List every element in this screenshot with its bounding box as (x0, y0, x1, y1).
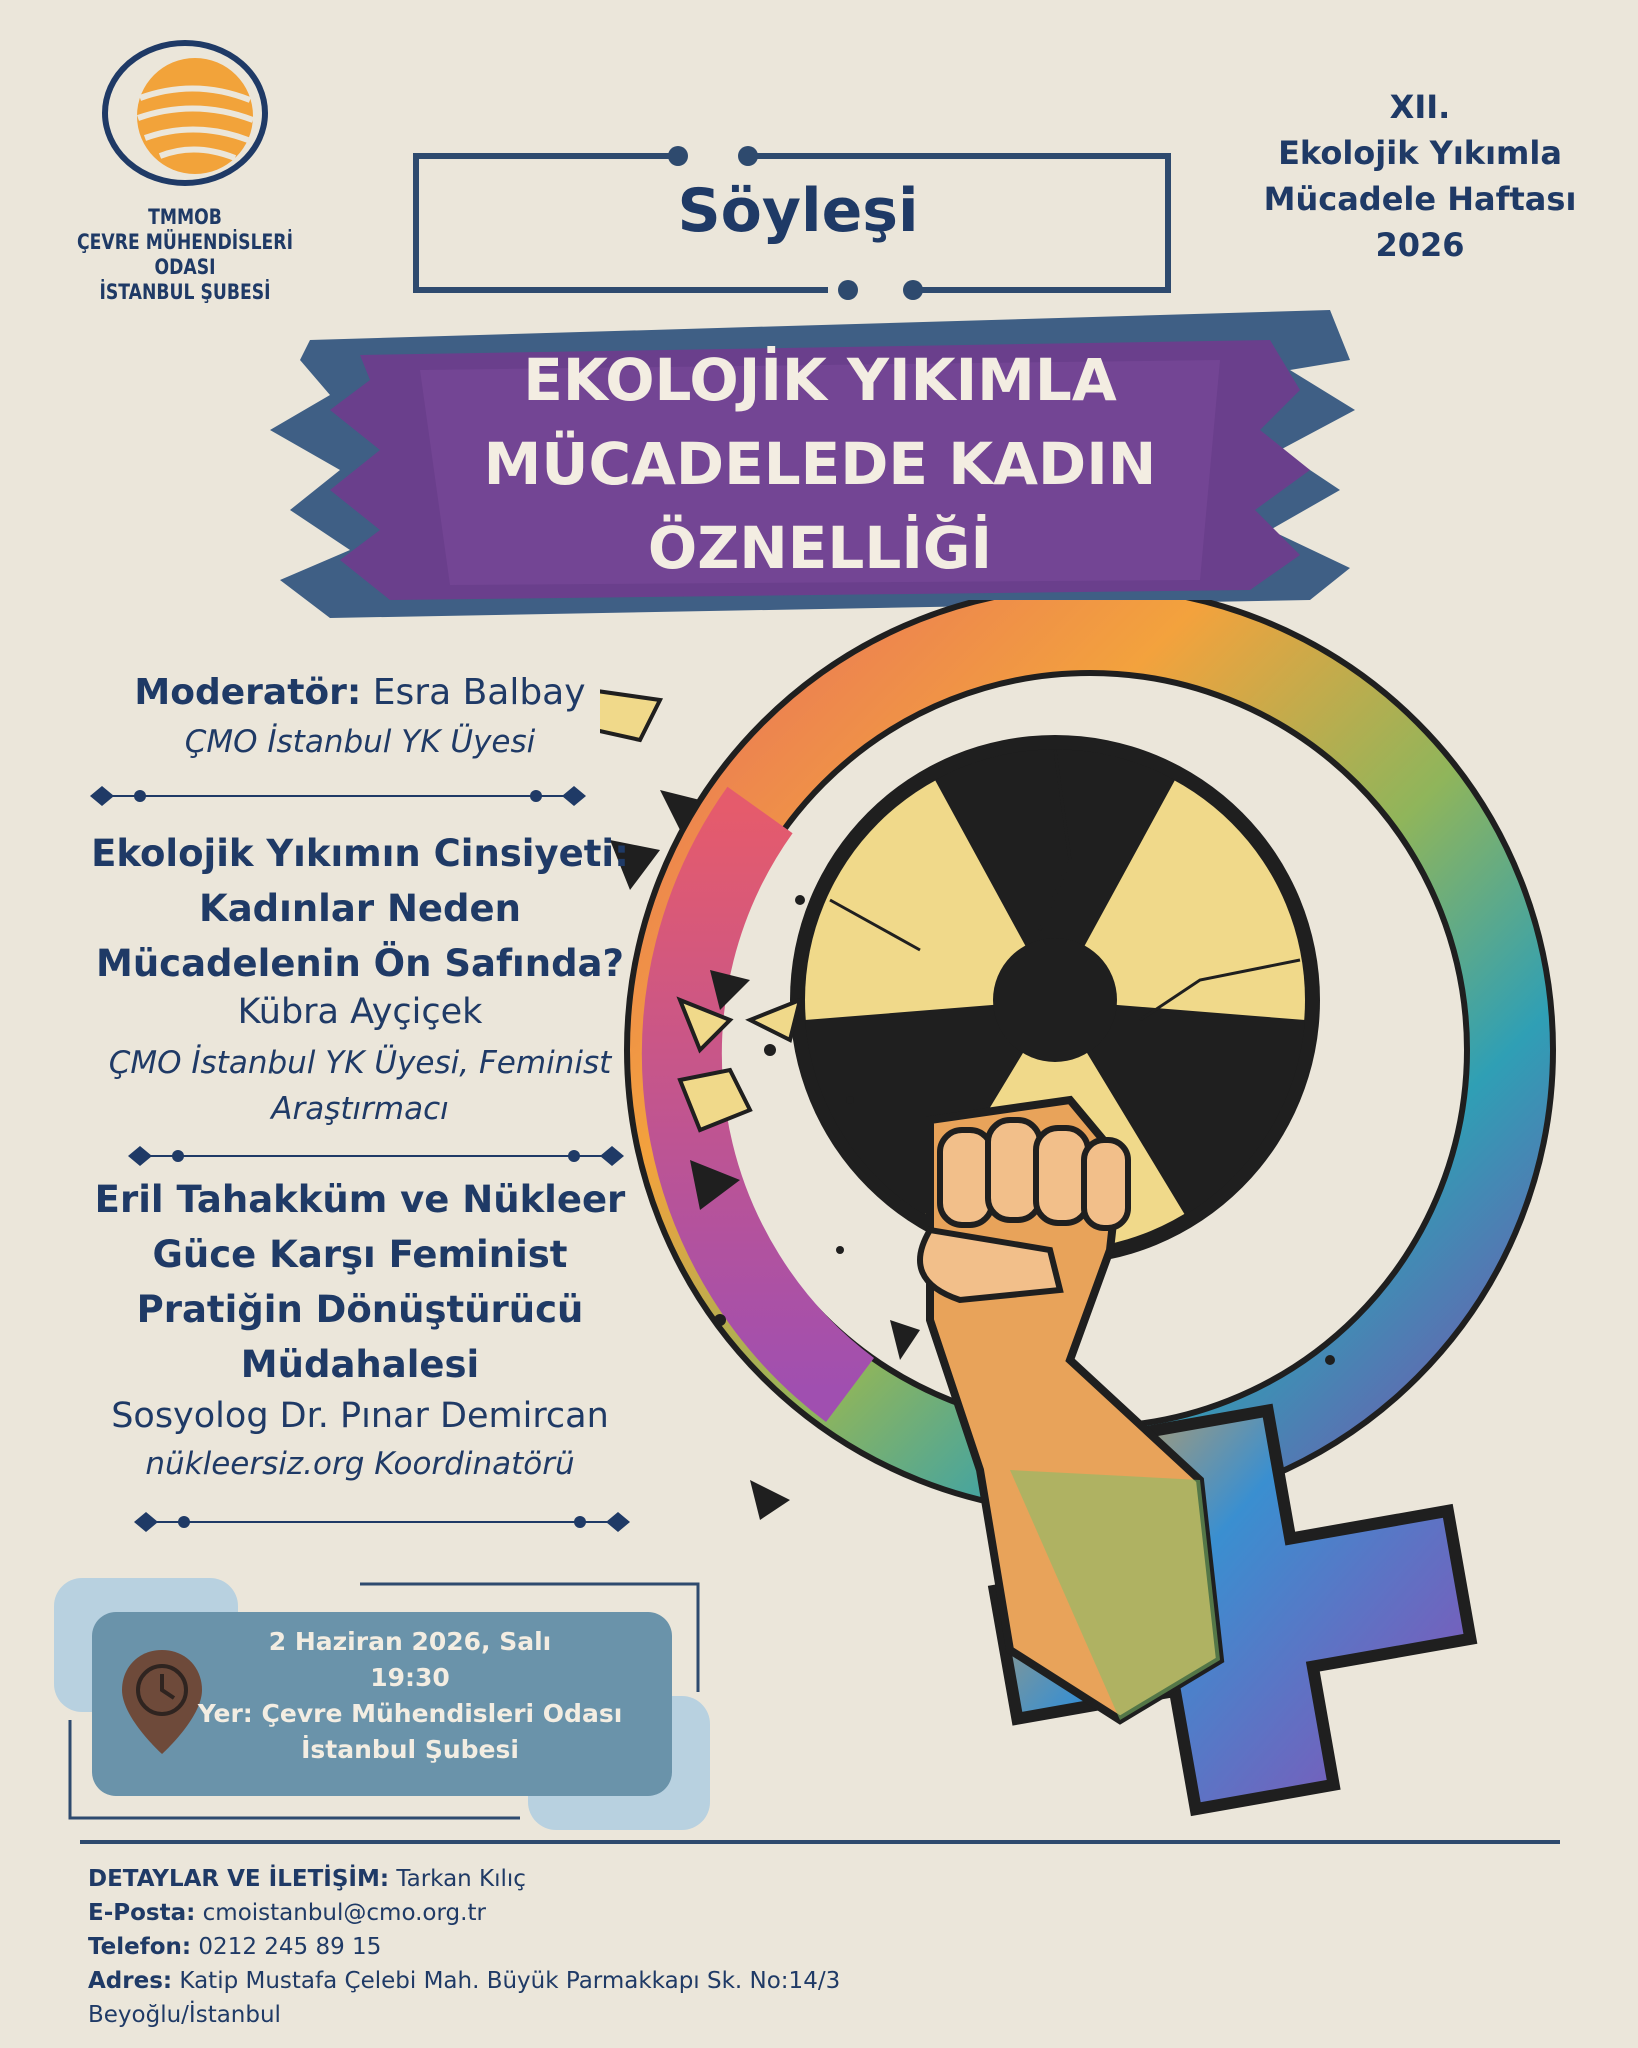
talk-1-speaker: Kübra Ayçiçek (237, 992, 483, 1032)
contact-name: Tarkan Kılıç (396, 1866, 526, 1892)
divider (132, 1510, 632, 1534)
footer-phone (88, 1930, 1288, 1964)
email-label: E-Posta: (88, 1900, 196, 1926)
title-line-2: MÜCADELEDE KADIN (483, 430, 1157, 498)
event-date: 2 Haziran 2026, Salı (268, 1627, 552, 1656)
phone-number[interactable]: 0212 245 89 15 (198, 1934, 382, 1960)
talk-1-title-line-1: Ekolojik Yıkımın Cinsiyeti: (91, 832, 629, 875)
talk-2-title-line-4: Müdahalesi (240, 1343, 480, 1386)
talk-1-title-line-2: Kadınlar Neden (199, 887, 521, 930)
footer-divider (80, 1840, 1560, 1844)
talk-2-speaker: Sosyolog Dr. Pınar Demircan (111, 1396, 609, 1436)
talk-2-title (80, 1172, 640, 1392)
org-line-2: ÇEVRE MÜHENDİSLERİ ODASI (77, 230, 293, 279)
feminist-fist-illustration (600, 600, 1638, 1820)
address-line-1: Katip Mustafa Çelebi Mah. Büyük Parmakkapı Sk. No:14/3 (179, 1968, 841, 1994)
event-name-1: Ekolojik Yıkımla (1278, 134, 1562, 172)
talk-1-role (80, 1040, 640, 1132)
event-details (180, 1624, 640, 1768)
talk-1-title-line-3: Mücadelenin Ön Safında? (96, 942, 624, 985)
divider (88, 784, 588, 808)
email-address[interactable]: cmoistanbul@cmo.org.tr (202, 1900, 486, 1926)
footer-address (88, 1964, 1288, 2032)
talk-series-title (420, 338, 1220, 590)
talk-2-title-line-3: Pratiğin Dönüştürücü (136, 1288, 584, 1331)
footer-contact (88, 1862, 1288, 1896)
talk-1-role-line-2: Araştırmacı (271, 1091, 449, 1127)
moderator-name: Esra Balbay (372, 672, 586, 713)
event-type: Söyleşi (677, 176, 919, 246)
venue-line-1: Yer: Çevre Mühendisleri Odası (197, 1699, 623, 1728)
org-line-3: İSTANBUL ŞUBESİ (99, 280, 271, 304)
event-year: 2026 (1375, 226, 1465, 264)
moderator-label: Moderatör: (134, 672, 362, 713)
event-time: 19:30 (370, 1663, 450, 1692)
talk-2-role: nükleersiz.org Koordinatörü (145, 1446, 575, 1482)
venue-line-2: İstanbul Şubesi (301, 1735, 519, 1764)
org-name (58, 205, 312, 305)
phone-label: Telefon: (88, 1934, 192, 1960)
tmmob-logo (100, 38, 270, 188)
org-line-1: TMMOB (148, 205, 222, 229)
talk-1-role-line-1: ÇMO İstanbul YK Üyesi, Feminist (108, 1045, 612, 1081)
talk-1-title (80, 826, 640, 991)
address-label: Adres: (88, 1968, 173, 1994)
moderator-role: ÇMO İstanbul YK Üyesi (184, 724, 536, 760)
footer-email (88, 1896, 1288, 1930)
title-line-3: ÖZNELLİĞİ (647, 514, 993, 582)
moderator-line (80, 672, 640, 713)
talk-2-title-line-2: Güce Karşı Feminist (152, 1233, 568, 1276)
event-name-2: Mücadele Haftası (1263, 180, 1577, 218)
talk-2-title-line-1: Eril Tahakküm ve Nükleer (94, 1178, 626, 1221)
divider (126, 1144, 626, 1168)
event-edition: XII. (1389, 88, 1451, 126)
event-series (1240, 84, 1600, 268)
title-line-1: EKOLOJİK YIKIMLA (523, 346, 1117, 414)
contact-label: DETAYLAR VE İLETİŞİM: (88, 1866, 390, 1892)
address-line-2: Beyoğlu/İstanbul (88, 2002, 281, 2028)
